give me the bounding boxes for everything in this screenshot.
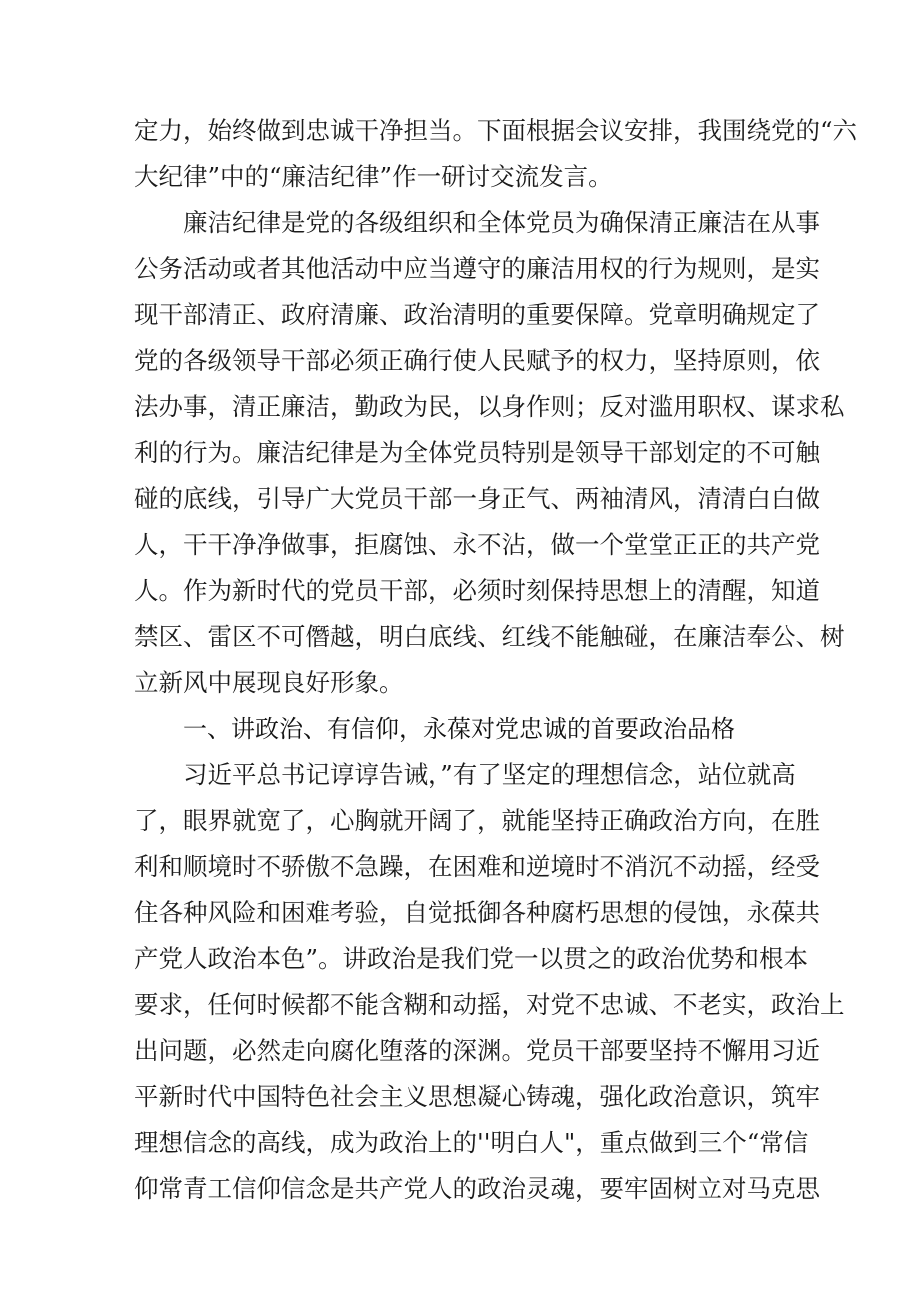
politics-line-10: 仰常青工信仰信念是共产党人的政治灵魂，要牢固树立对马克思 xyxy=(134,1174,820,1203)
section-heading: 一、讲政治、有信仰，永葆对党忠诚的首要政治品格 xyxy=(183,715,735,743)
politics-line-3: 利和顺境时不骄傲不急躁，在困难和逆境时不消沉不动摇，经受 xyxy=(134,852,820,881)
politics-line-9: 理想信念的高线，成为政治上的''明白人"，重点做到三个“常信 xyxy=(134,1128,809,1157)
politics-line-7: 出问题，必然走向腐化堕落的深渊。党员干部要坚持不懈用习近 xyxy=(134,1036,820,1065)
politics-line-8: 平新时代中国特色社会主义思想凝心铸魂，强化政治意识，筑牢 xyxy=(134,1082,820,1111)
definition-line-9: 人。作为新时代的党员干部，必须时刻保持思想上的清醒，知道 xyxy=(134,576,820,605)
politics-line-5: 产党人政治本色”。讲政治是我们党一以贯之的政治优势和根本 xyxy=(134,944,809,973)
definition-line-3: 现干部清正、政府清廉、政治清明的重要保障。党章明确规定了 xyxy=(134,300,820,329)
intro-line-1: 定力，始终做到忠诚干净担当。下面根据会议安排，我围绕党的“六 xyxy=(134,116,858,145)
definition-line-10: 禁区、雷区不可僭越，明白底线、红线不能触碰，在廉洁奉公、树 xyxy=(134,622,845,651)
definition-line-7: 碰的底线，引导广大党员干部一身正气、两袖清风，清清白白做 xyxy=(134,484,820,513)
definition-line-5: 法办事，清正廉洁，勤政为民，以身作则；反对滥用职权、谋求私 xyxy=(134,392,845,421)
definition-line-8: 人，干干净净做事，拒腐蚀、永不沾，做一个堂堂正正的共产党 xyxy=(134,530,820,559)
politics-line-6: 要求，任何时候都不能含糊和动摇，对党不忠诚、不老实，政治上 xyxy=(134,990,845,1019)
politics-line-2: 了，眼界就宽了，心胸就开阔了，就能坚持正确政治方向，在胜 xyxy=(134,806,820,835)
politics-line-4: 住各种风险和困难考验，自觉抵御各种腐朽思想的侵蚀，永葆共 xyxy=(134,898,820,927)
intro-line-2: 大纪律”中的“廉洁纪律”作一研讨交流发言。 xyxy=(134,162,613,191)
definition-line-2: 公务活动或者其他活动中应当遵守的廉洁用权的行为规则，是实 xyxy=(134,254,820,283)
definition-line-11: 立新风中展现良好形象。 xyxy=(134,668,404,697)
definition-line-1: 廉洁纪律是党的各级组织和全体党员为确保清正廉洁在从事 xyxy=(183,208,820,237)
definition-line-6: 利的行为。廉洁纪律是为全体党员特别是领导干部划定的不可触 xyxy=(134,438,820,467)
definition-line-4: 党的各级领导干部必须正确行使人民赋予的权力，坚持原则，依 xyxy=(134,346,820,375)
politics-line-1: 习近平总书记谆谆告诫，”有了坚定的理想信念，站位就高 xyxy=(183,760,796,789)
